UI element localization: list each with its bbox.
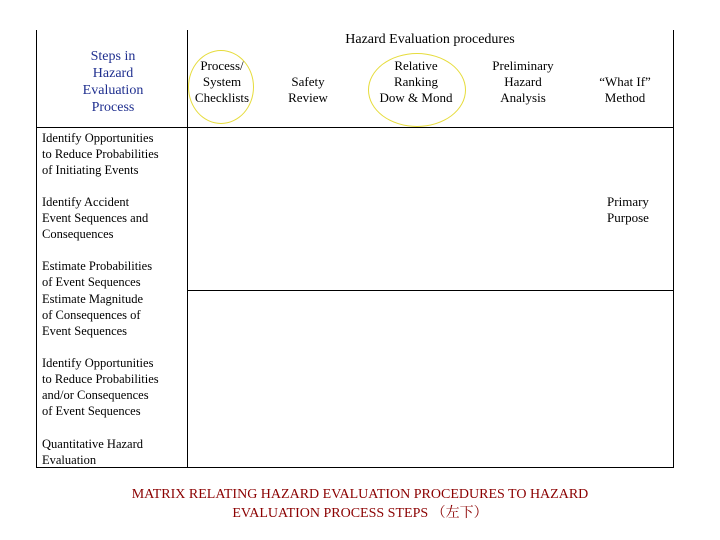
row-line: of Event Sequences bbox=[42, 275, 141, 289]
row-line: of Consequences of bbox=[42, 308, 141, 322]
procedure-safety-review bbox=[272, 74, 344, 106]
steps-label-line: Process bbox=[91, 100, 135, 115]
row-label-reduce-consequences bbox=[42, 355, 187, 419]
row-label-estimate-probabilities bbox=[42, 258, 187, 290]
row-line: to Reduce Probabilities bbox=[42, 147, 159, 161]
row-line: and/or Consequences bbox=[42, 388, 149, 402]
procedure-relative-ranking bbox=[368, 58, 464, 106]
row-label-reduce-initiating bbox=[42, 130, 187, 178]
row-label-quantitative bbox=[42, 436, 187, 468]
procedure-preliminary-hazard-analysis bbox=[478, 58, 568, 106]
procedure-line: Analysis bbox=[500, 90, 546, 105]
procedure-line: Dow & Mond bbox=[379, 90, 453, 105]
row-line: to Reduce Probabilities bbox=[42, 372, 159, 386]
row-line: Identify Opportunities bbox=[42, 356, 154, 370]
figure-caption bbox=[0, 485, 720, 523]
mark-line: Primary bbox=[607, 194, 649, 209]
procedure-line: Checklists bbox=[194, 90, 250, 105]
caption-line-2: EVALUATION PROCESS STEPS （左下） bbox=[232, 506, 488, 521]
steps-label bbox=[70, 48, 156, 116]
steps-label-line: Evaluation bbox=[82, 83, 144, 98]
row-divider bbox=[187, 290, 674, 291]
row-line: Consequences bbox=[42, 227, 114, 241]
row-label-identify-accident bbox=[42, 194, 187, 242]
procedure-line: Hazard bbox=[504, 74, 542, 89]
procedures-title-text: Hazard Evaluation procedures bbox=[345, 32, 515, 47]
procedure-line: Process/ bbox=[200, 58, 244, 73]
row-line: Event Sequences and bbox=[42, 211, 149, 225]
table-left-border bbox=[36, 30, 37, 468]
mark-line: Purpose bbox=[607, 210, 649, 225]
row-line: Estimate Probabilities bbox=[42, 259, 153, 273]
procedure-line: Review bbox=[288, 90, 328, 105]
header-divider bbox=[36, 127, 674, 128]
table-right-border bbox=[673, 30, 674, 468]
row-line: Event Sequences bbox=[42, 324, 128, 338]
procedure-line: System bbox=[202, 74, 242, 89]
procedure-line: Safety bbox=[291, 74, 325, 89]
primary-purpose-mark bbox=[594, 194, 662, 226]
steps-label-line: Steps in bbox=[90, 49, 136, 64]
row-label-estimate-magnitude bbox=[42, 291, 187, 339]
procedure-line: Method bbox=[604, 90, 646, 105]
row-line: Identify Accident bbox=[42, 195, 130, 209]
steps-label-line: Hazard bbox=[92, 66, 134, 81]
procedure-what-if bbox=[582, 74, 668, 106]
row-line: Identify Opportunities bbox=[42, 131, 154, 145]
procedures-title bbox=[300, 31, 560, 48]
procedure-line: “What If” bbox=[599, 74, 651, 89]
procedure-line: Relative bbox=[394, 58, 438, 73]
row-line: of Initiating Events bbox=[42, 163, 139, 177]
procedure-checklists bbox=[186, 58, 258, 106]
procedure-line: Ranking bbox=[393, 74, 439, 89]
procedure-line: Preliminary bbox=[492, 58, 554, 73]
row-line: Evaluation bbox=[42, 453, 97, 467]
row-line: Quantitative Hazard bbox=[42, 437, 143, 451]
caption-line-1: MATRIX RELATING HAZARD EVALUATION PROCEDURES TO HAZARD bbox=[131, 487, 589, 502]
row-line: of Event Sequences bbox=[42, 404, 141, 418]
row-line: Estimate Magnitude bbox=[42, 292, 144, 306]
